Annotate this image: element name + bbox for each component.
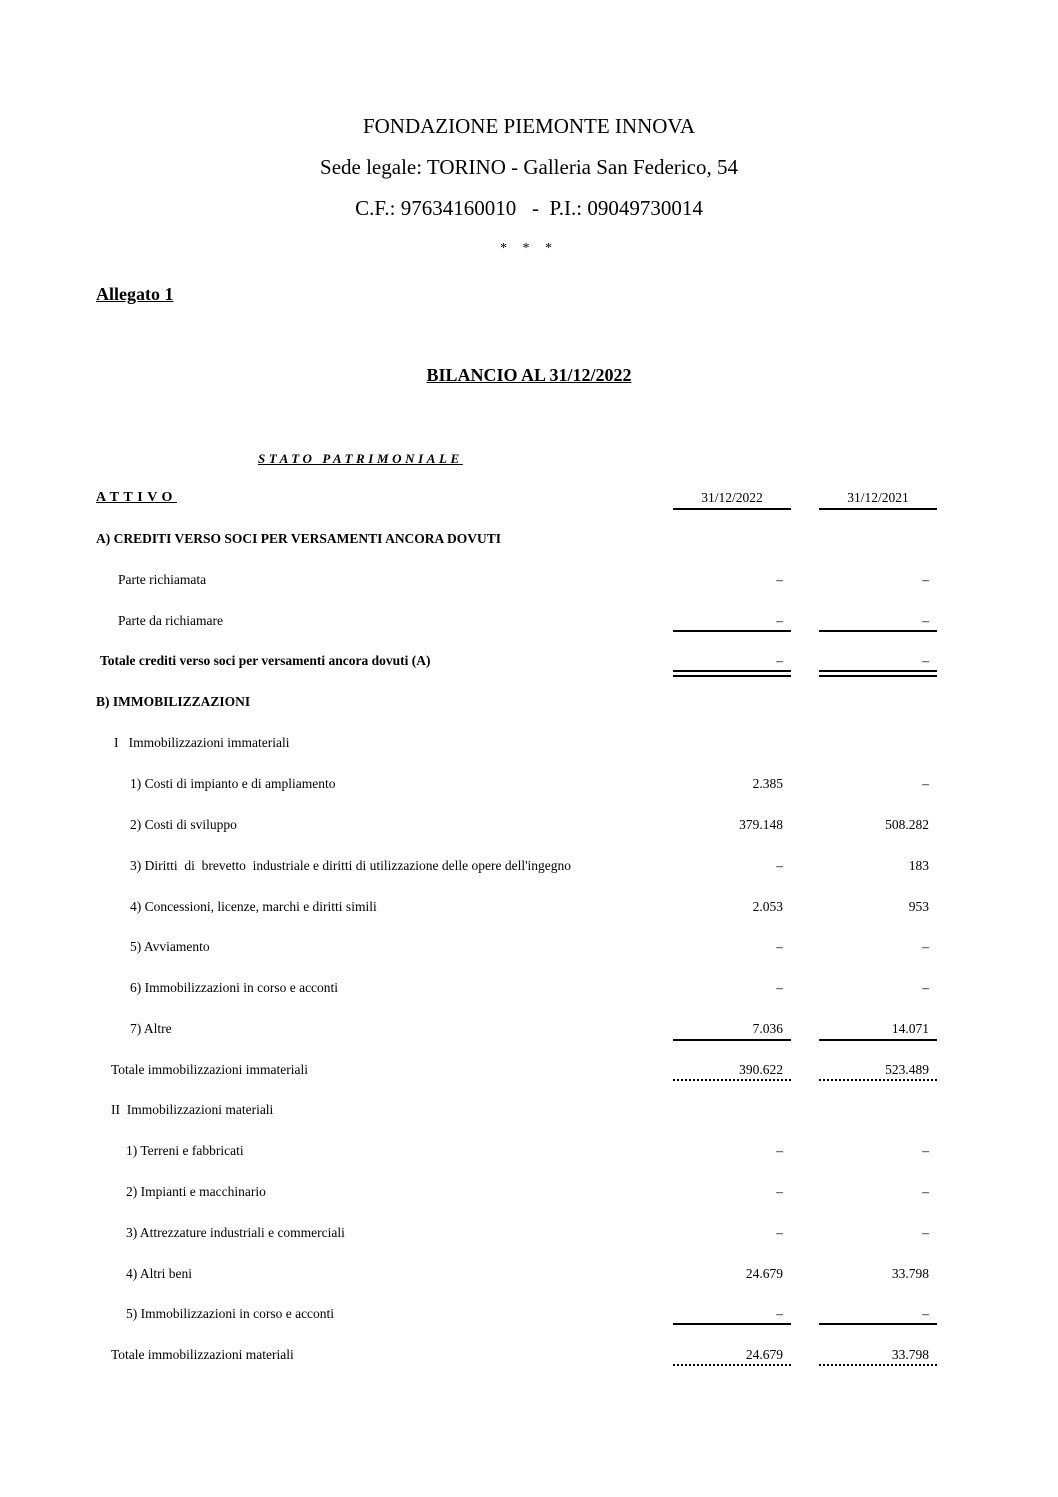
value-2022: – <box>776 858 783 873</box>
value-2021: – <box>922 1184 929 1199</box>
value-2022: 2.053 <box>752 899 783 914</box>
value-2021: – <box>922 613 929 628</box>
row-label: Parte da richiamare <box>118 613 223 628</box>
row-label: Parte richiamata <box>118 572 207 587</box>
row-label: II Immobilizzazioni materiali <box>111 1102 274 1117</box>
subtotal-rule <box>819 1039 937 1041</box>
subtotal-rule <box>819 1323 937 1325</box>
table-row <box>0 899 1058 921</box>
value-2022: 390.622 <box>739 1062 783 1077</box>
value-2021: – <box>922 980 929 995</box>
row-label: 4) Concessioni, licenze, marchi e diritti simili <box>130 899 377 914</box>
row-label: 3) Attrezzature industriali e commerciali <box>126 1225 345 1240</box>
row-label: 5) Immobilizzazioni in corso e acconti <box>126 1306 335 1321</box>
row-label: 5) Avviamento <box>130 939 210 954</box>
column-header-2021: 31/12/2021 <box>819 490 937 510</box>
value-2022: 2.385 <box>752 776 783 791</box>
value-2021: – <box>922 1225 929 1240</box>
row-label: I Immobilizzazioni immateriali <box>114 735 290 750</box>
row-label: 2) Costi di sviluppo <box>130 817 237 832</box>
row-label: 7) Altre <box>130 1021 172 1036</box>
subtotal-rule <box>819 630 937 632</box>
table-row <box>0 735 1058 757</box>
row-label: 6) Immobilizzazioni in corso e acconti <box>130 980 339 995</box>
table-row <box>0 531 1058 553</box>
value-2021: 508.282 <box>885 817 929 832</box>
value-2021: 33.798 <box>891 1347 929 1362</box>
value-2021: 953 <box>908 899 929 914</box>
table-row <box>0 1266 1058 1288</box>
row-label: B) IMMOBILIZZAZIONI <box>96 694 251 709</box>
tax-codes: C.F.: 97634160010 - P.I.: 09049730014 <box>355 196 703 220</box>
value-2022: – <box>776 1306 783 1321</box>
subtotal-rule <box>673 630 791 632</box>
value-2021: 33.798 <box>891 1266 929 1281</box>
table-row <box>0 1184 1058 1206</box>
subtotal-rule <box>673 1323 791 1325</box>
table-row <box>0 1225 1058 1247</box>
total-dotted-rule <box>673 1364 791 1366</box>
value-2022: – <box>776 572 783 587</box>
row-label: 1) Terreni e fabbricati <box>126 1143 244 1158</box>
value-2022: – <box>776 939 783 954</box>
row-label: 4) Altri beni <box>126 1266 192 1281</box>
row-label: 3) Diritti di brevetto industriale e diritti di utilizzazione delle opere dell'ingegno <box>130 858 572 873</box>
value-2021: 183 <box>908 858 929 873</box>
row-label: Totale immobilizzazioni immateriali <box>111 1062 308 1077</box>
table-row <box>0 1143 1058 1165</box>
section-title: STATO PATRIMONIALE <box>258 451 463 466</box>
table-heading: ATTIVO <box>96 490 177 505</box>
subtotal-rule <box>673 1039 791 1041</box>
row-label: 2) Impianti e macchinario <box>126 1184 266 1199</box>
total-double-rule <box>819 670 937 677</box>
value-2021: – <box>922 1306 929 1321</box>
value-2022: 379.148 <box>739 817 783 832</box>
value-2022: – <box>776 1225 783 1240</box>
total-dotted-rule <box>819 1364 937 1366</box>
table-row <box>0 939 1058 961</box>
value-2022: 24.679 <box>745 1347 783 1362</box>
registered-office: Sede legale: TORINO - Galleria San Federico, 54 <box>320 155 738 179</box>
value-2022: – <box>776 653 783 668</box>
table-row <box>0 572 1058 594</box>
value-2021: – <box>922 572 929 587</box>
document-title: BILANCIO AL 31/12/2022 <box>426 365 632 385</box>
table-row <box>0 776 1058 798</box>
org-name: FONDAZIONE PIEMONTE INNOVA <box>362 114 696 138</box>
row-label: Totale crediti verso soci per versamenti ancora dovuti (A) <box>100 653 431 668</box>
table-row <box>0 817 1058 839</box>
value-2021: – <box>922 1143 929 1158</box>
table-row <box>0 858 1058 880</box>
value-2021: 14.071 <box>891 1021 929 1036</box>
separator-stars: * * * <box>500 241 558 256</box>
row-label: A) CREDITI VERSO SOCI PER VERSAMENTI ANCORA DOVUTI <box>96 531 501 546</box>
value-2022: 24.679 <box>745 1266 783 1281</box>
row-label: Totale immobilizzazioni materiali <box>111 1347 294 1362</box>
value-2021: – <box>922 653 929 668</box>
value-2022: – <box>776 980 783 995</box>
value-2021: 523.489 <box>885 1062 929 1077</box>
row-label: 1) Costi di impianto e di ampliamento <box>130 776 336 791</box>
column-header-2022: 31/12/2022 <box>673 490 791 510</box>
table-row <box>0 980 1058 1002</box>
table-row <box>0 1102 1058 1124</box>
value-2021: – <box>922 939 929 954</box>
total-dotted-rule <box>819 1079 937 1081</box>
table-row <box>0 694 1058 716</box>
value-2022: – <box>776 613 783 628</box>
total-dotted-rule <box>673 1079 791 1081</box>
value-2022: – <box>776 1184 783 1199</box>
value-2022: 7.036 <box>752 1021 783 1036</box>
total-double-rule <box>673 670 791 677</box>
value-2021: – <box>922 776 929 791</box>
attachment-label: Allegato 1 <box>96 284 174 304</box>
value-2022: – <box>776 1143 783 1158</box>
